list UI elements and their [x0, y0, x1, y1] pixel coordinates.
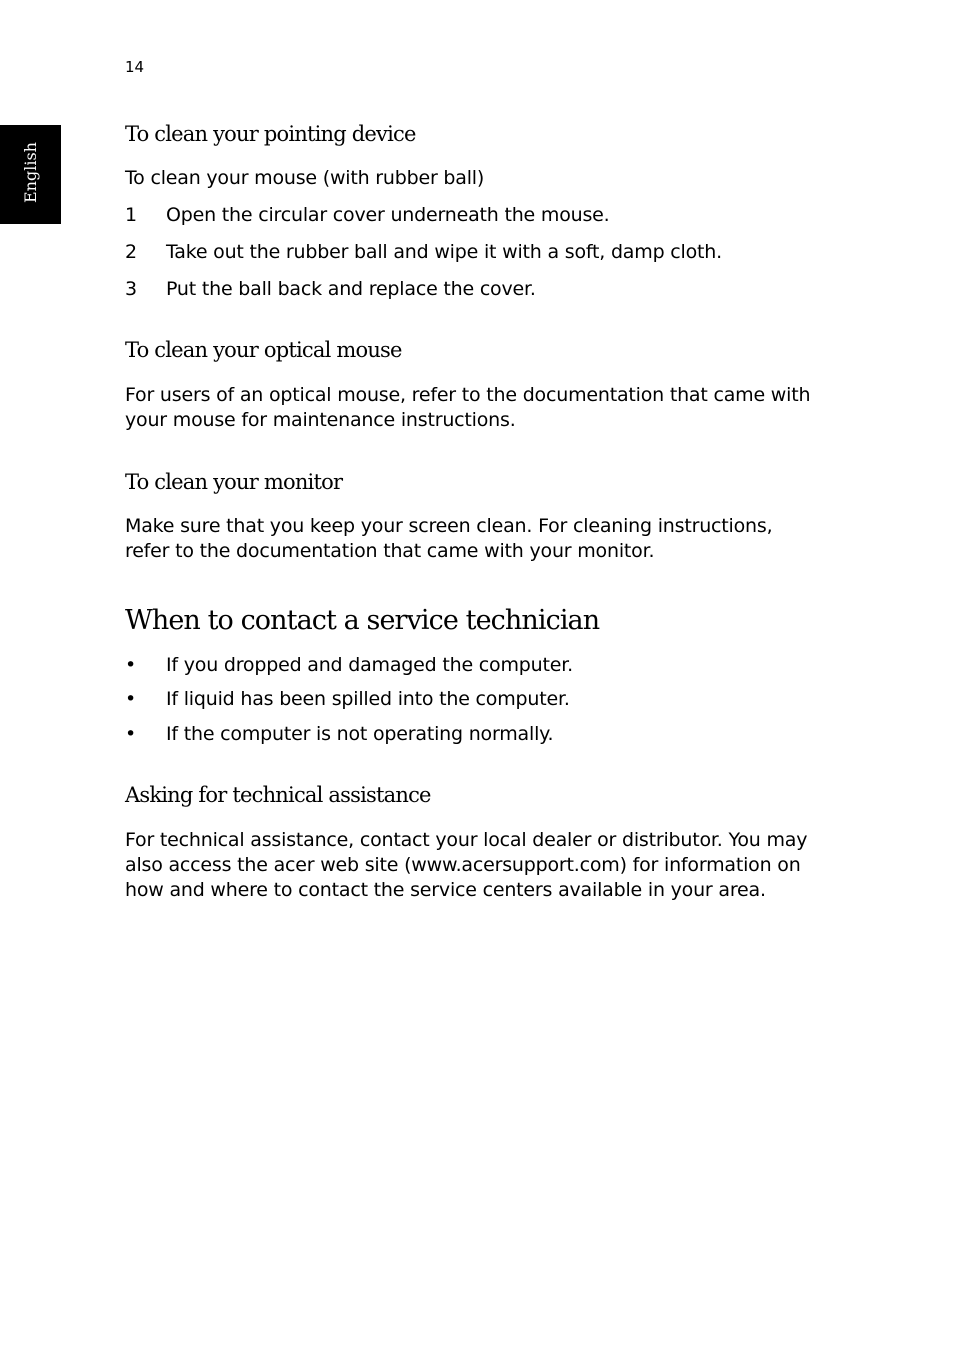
- step-number: 3: [125, 278, 137, 300]
- heading-technical-assistance: Asking for technical assistance: [125, 783, 431, 807]
- technical-assistance-body: For technical assistance, contact your local dealer or distributor. You may also access the acer web site (www.acersupport.com) for information on how and where to contact the service centers available in your area.: [125, 829, 808, 901]
- bullet-text: If you dropped and damaged the computer.: [166, 654, 573, 676]
- step-number: 2: [125, 241, 137, 263]
- list-item: [125, 277, 815, 302]
- heading-optical-mouse: To clean your optical mouse: [125, 338, 402, 362]
- monitor-body: Make sure that you keep your screen clean. For cleaning instructions, refer to the documentation that came with your monitor.: [125, 515, 773, 562]
- list-item: [125, 203, 815, 228]
- heading-pointing-device: To clean your pointing device: [125, 122, 416, 146]
- list-item: [125, 722, 815, 747]
- page-number: 14: [125, 58, 145, 76]
- heading-monitor: To clean your monitor: [125, 470, 343, 494]
- heading-service-technician: When to contact a service technician: [125, 605, 600, 636]
- step-number: 1: [125, 204, 137, 226]
- step-text: Take out the rubber ball and wipe it with a soft, damp cloth.: [166, 241, 722, 263]
- list-item: [125, 653, 815, 678]
- bullet-text: If the computer is not operating normally.: [166, 723, 554, 745]
- bullet: •: [125, 654, 137, 676]
- list-item: [125, 240, 815, 265]
- bullet: •: [125, 723, 137, 745]
- bullet: •: [125, 688, 137, 710]
- bullet-text: If liquid has been spilled into the computer.: [166, 688, 570, 710]
- language-tab-label: English: [21, 142, 40, 203]
- mouse-cleaning-intro: To clean your mouse (with rubber ball): [125, 167, 485, 189]
- step-text: Put the ball back and replace the cover.: [166, 278, 536, 300]
- step-text: Open the circular cover underneath the mouse.: [166, 204, 610, 226]
- optical-mouse-body: For users of an optical mouse, refer to the documentation that came with your mouse for maintenance instructions.: [125, 384, 811, 431]
- list-item: [125, 687, 815, 712]
